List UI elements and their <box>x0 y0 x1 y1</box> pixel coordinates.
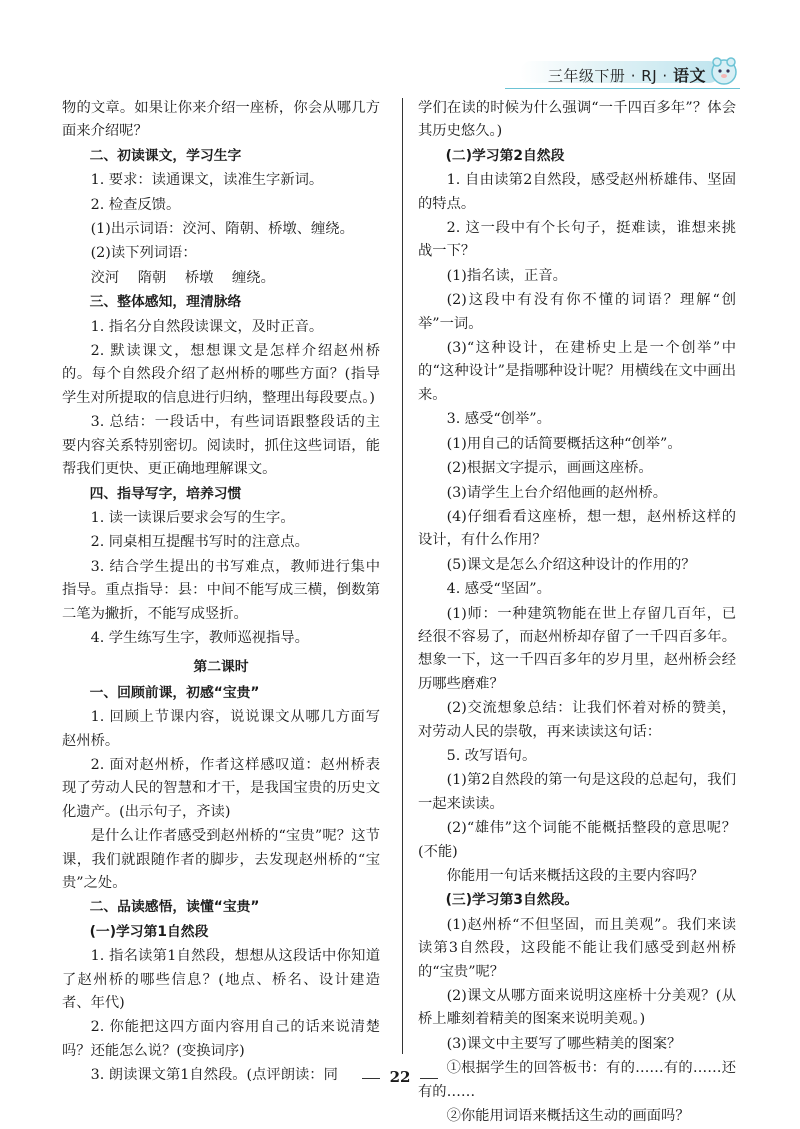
section-heading: 三、整体感知，理清脉络 <box>89 294 242 311</box>
paragraph: (4)仔细看看这座桥，想一想，赵州桥这样的设计，有什么作用？ <box>418 508 736 549</box>
paragraph: (1)第2自然段的第一句是这段的总起句，我们一起来读读。 <box>418 772 736 812</box>
paragraph: (2)读下列词语： <box>90 245 197 262</box>
paragraph: ①根据学生的回答板书：有的……有的……还有的…… <box>418 1060 736 1100</box>
paragraph: 2. 检查反馈。 <box>90 196 181 213</box>
header-edition: RJ <box>641 67 658 85</box>
paragraph: 1. 指名分自然段读课文，及时正音。 <box>90 318 324 335</box>
paragraph: 学们在读的时候为什么强调“一千四百多年”？体会其历史悠久。) <box>418 100 736 140</box>
section-heading: (三)学习第3自然段。 <box>445 892 579 909</box>
section-heading: (二)学习第2自然段 <box>445 147 565 164</box>
section-heading: (一)学习第1自然段 <box>89 923 209 940</box>
paragraph: (3)“这种设计，在建桥史上是一个创举”中的“这种设计”是指哪种设计呢？用横线在文中画出来。 <box>418 340 736 403</box>
paragraph: 1. 自由读第2自然段，感受赵州桥雄伟、坚固的特点。 <box>418 172 736 212</box>
page-number: 22 <box>389 1068 411 1086</box>
header-sep-1: · <box>630 67 636 85</box>
section-heading: 二、品读感悟，读懂“宝贵” <box>89 899 260 916</box>
vocabulary-line: 洨河 隋朝 桥墩 缠绕。 <box>90 269 275 286</box>
left-column <box>62 97 380 1089</box>
paragraph: (1)指名读，正音。 <box>446 267 567 284</box>
running-header <box>520 55 740 87</box>
header-title <box>548 63 706 86</box>
paragraph: 1. 读一读课后要求会写的生字。 <box>90 509 295 526</box>
paragraph: 1. 要求：读通课文，读准生字新词。 <box>90 172 324 189</box>
header-subject: 语文 <box>672 66 706 85</box>
paragraph: 5. 改写语句。 <box>446 747 537 764</box>
header-sep-2: · <box>662 67 668 85</box>
paragraph: (2)“雄伟”这个词能不能概括整段的意思呢？(不能) <box>418 820 736 860</box>
paragraph: 3. 总结：一段话中，有些词语跟整段话的主要内容关系特别密切。阅读时，抓住这些词语，能帮我们更快、更正确地理解课文。 <box>62 414 380 478</box>
paragraph: (1)师：一种建筑物能在世上存留几百年，已经很不容易了，而赵州桥却存留了一千四百多年。想象一下，这一千四百多年的岁月里，赵州桥会经历哪些磨难？ <box>418 605 736 692</box>
paragraph: 3. 结合学生提出的书写难点，教师进行集中指导。重点指导：县：中间不能写成三横，倒数第二笔为撇折，不能写成竖折。 <box>62 558 380 622</box>
section-heading: 四、指导写字，培养习惯 <box>89 485 242 502</box>
right-column <box>418 97 736 1129</box>
paragraph: (1)赵州桥“不但坚固，而且美观”。我们来读读第3自然段，这段能不能让我们感受到赵州桥的“宝贵”呢？ <box>418 916 736 980</box>
paragraph: 4. 学生练写生字，教师巡视指导。 <box>90 629 309 646</box>
section-heading: 二、初读课文，学习生字 <box>89 147 242 164</box>
paragraph: (1)出示词语：洨河、隋朝、桥墩、缠绕。 <box>90 221 354 238</box>
paragraph: 物的文章。如果让你来介绍一座桥，你会从哪几方面来介绍呢？ <box>62 100 380 140</box>
paragraph: ②你能用词语来概括这生动的画面吗？ <box>446 1108 690 1125</box>
lesson-title: 第二课时 <box>193 659 249 676</box>
header-rule <box>505 88 740 89</box>
paragraph: 4. 感受“坚固”。 <box>446 581 551 598</box>
paragraph: 2. 同桌相互提醒书写时的注意点。 <box>90 534 309 551</box>
paragraph: 是什么让作者感受到赵州桥的“宝贵”呢？这节课，我们就跟随作者的脚步，去发现赵州桥的“宝贵”之处。 <box>62 828 380 891</box>
paragraph: 2. 面对赵州桥，作者这样感叹道：赵州桥表现了劳动人民的智慧和才干，是我国宝贵的历史文化遗产。(出示句子，齐读) <box>62 756 380 820</box>
paragraph: (5)课文是怎么介绍这种设计的作用的？ <box>446 556 696 573</box>
paragraph: (3)请学生上台介绍他画的赵州桥。 <box>446 484 668 501</box>
paragraph: (2)交流想象总结：让我们怀着对桥的赞美，对劳动人民的崇敬，再来读读这句话： <box>418 700 736 740</box>
paragraph: 你能用一句话来概括这段的主要内容吗？ <box>446 868 704 884</box>
paragraph: (2)根据文字提示，画画这座桥。 <box>446 460 653 477</box>
paragraph: 2. 默读课文，想想课文是怎样介绍赵州桥的。每个自然段介绍了赵州桥的哪些方面？(指导学生对所提取的信息进行归纳，整理出每段要点。) <box>62 343 380 406</box>
page-number-rule-right <box>420 1078 438 1079</box>
section-heading: 一、回顾前课，初感“宝贵” <box>89 684 260 701</box>
paragraph: (2)这段中有没有你不懂的词语？理解“创举”一词。 <box>418 292 736 332</box>
paragraph: 1. 回顾上节课内容，说说课文从哪几方面写赵州桥。 <box>62 709 380 749</box>
paragraph: 3. 感受“创举”。 <box>446 411 551 428</box>
paragraph: (1)用自己的话简要概括这种“创举”。 <box>446 435 682 452</box>
column-divider <box>402 98 403 1054</box>
paragraph: 2. 这一段中有个长句子，挺难读，谁想来挑战一下？ <box>418 220 736 260</box>
paragraph: 3. 朗读课文第1自然段。(点评朗读：同 <box>90 1067 338 1084</box>
paragraph: (3)课文中主要写了哪些精美的图案？ <box>446 1035 682 1052</box>
paragraph: 1. 指名读第1自然段，想想从这段话中你知道了赵州桥的哪些信息？(地点、桥名、设计建造者、年代) <box>62 948 380 1012</box>
paragraph: 2. 你能把这四方面内容用自己的话来说清楚吗？还能怎么说？(变换词序) <box>62 1019 380 1059</box>
paragraph: (2)课文从哪方面来说明这座桥十分美观？(从桥上雕刻着精美的图案来说明美观。) <box>418 988 736 1028</box>
mascot-icon <box>708 55 740 87</box>
header-grade: 三年级下册 <box>547 67 626 85</box>
